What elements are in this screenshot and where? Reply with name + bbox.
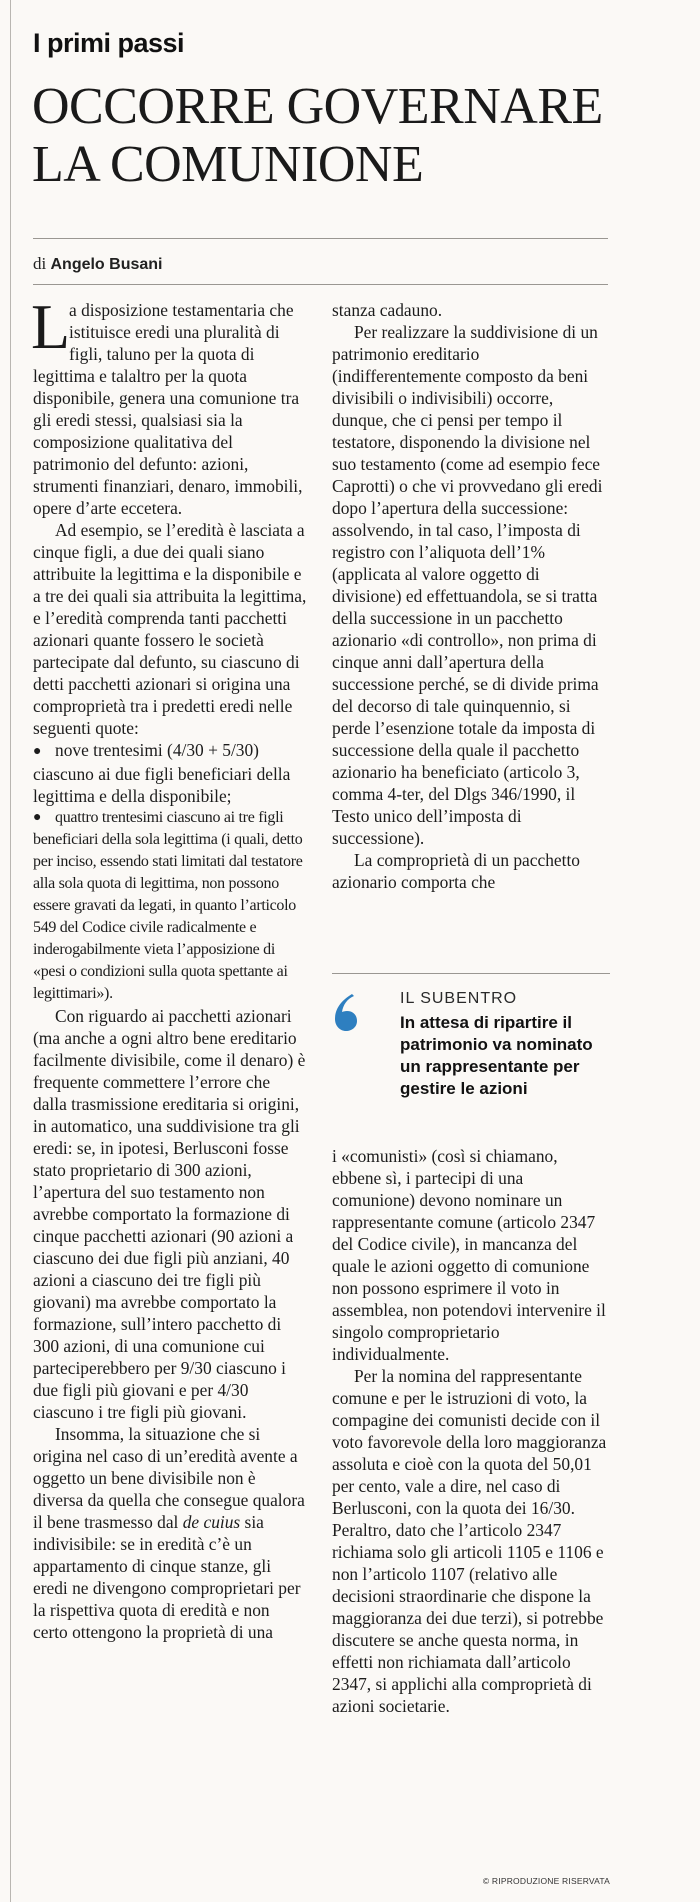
article-column-1 [31, 291, 308, 1643]
quote-mark-icon [332, 992, 362, 1032]
bullet-item-2-text: quattro trentesimi ciascuno ai tre figli beneficiari della sola legittima (i quali, detto per inciso, essendo stati limitati dal testatore alla sola quota di legittima, non possono essere gravati da legati, in quanto l’articolo 549 del Codice civile radicalmente e inderogabilmente vieta l’apposizione di «pesi o condizioni sulla quota spettante ai legittimari»). [33, 809, 303, 1002]
byline-prefix: di [33, 254, 51, 273]
article-column-2-bottom [332, 1145, 610, 1717]
bullet-item-1 [33, 739, 308, 807]
byline [33, 254, 163, 274]
paragraph-1-text: a disposizione testamentaria che istituisce eredi una pluralità di figli, taluno per la quota di legittima e talaltro per la quota disponibile, genera una comunione tra gli eredi stessi, qualsiasi sia la composizione qualitativa del patrimonio del defunto: azioni, strumenti finanziari, denaro, immobili, opere d’arte eccetera. [33, 300, 303, 518]
pullquote-text: In attesa di ripartire il patrimonio va nominato un rappresentante per gestire le azioni [400, 1013, 593, 1098]
paragraph-1 [31, 291, 308, 519]
bullet-item-2 [33, 807, 308, 1005]
section-kicker: I primi passi [33, 28, 185, 58]
bullet-dot-icon: ● [33, 810, 42, 825]
pullquote-divider [332, 973, 610, 974]
headline-line-2: LA COMUNIONE [32, 136, 424, 193]
pullquote-label: IL SUBENTRO [400, 990, 518, 1007]
paragraph-4-text-b: sia indivisibile: se in eredità c’è un appartamento di cinque stanze, gli eredi ne divengono comproprietari per la rispettiva quota di eredità e non certo ottengono la proprietà di una [33, 1512, 301, 1642]
paragraph-4-text-a: Insomma, la situazione che si origina nel caso di un’eredità avente a oggetto un bene divisibile non è diversa da quella che consegue qualora il bene trasmesso dal [33, 1424, 305, 1532]
paragraph-5: stanza cadauno. [332, 300, 443, 320]
paragraph-6: Per realizzare la suddivisione di un patrimonio ereditario (indifferentemente composto da beni divisibili o indivisibili) occorre, dunque, che ci pensi per tempo il testatore, disponendo la divisione nel suo testamento (come ad esempio fece Caprotti) o che vi provvedano gli eredi dopo l’apertura della successione: assolvendo, in tal caso, l’imposta di registro con l’aliquota dell’1% (applicata al valore oggetto di divisione) ed effettuandola, se si tratta della successione in un pacchetto azionario «di controllo», non prima di cinque anni dall’apertura della successione perché, se di divide prima del decorso di tale quinquennio, si perde l’esenzione totale da imposta di successione della quale il pacchetto azionario ha beneficiato (articolo 3, comma 4-ter, del Dlgs 346/1990, il Testo unico dell’imposta di successione). [332, 322, 603, 848]
bullet-item-1-text: nove trentesimi (4/30 + 5/30) ciascuno ai due figli beneficiari della legittima e della disponibile; [33, 740, 291, 806]
bullet-dot-icon: ● [33, 744, 42, 759]
paragraph-2: Ad esempio, se l’eredità è lasciata a cinque figli, a due dei quali siano attribuite la legittima e la disponibile e a tre dei quali sia attribuita la legittima, e l’eredità comprenda tanti pacchetti azionari quante fossero le società partecipate dal defunto, su ciascuno di detti pacchetti azionari si origina una comproprietà tra i predetti eredi nelle seguenti quote: [33, 520, 307, 738]
header-divider-bottom [33, 284, 608, 285]
paragraph-3: Con riguardo ai pacchetti azionari (ma anche a ogni altro bene ereditario facilmente divisibile, come il denaro) è frequente commettere l’errore che dalla trasmissione ereditaria si origini, in automatico, una suddivisione tra gli eredi: se, in ipotesi, Berlusconi fosse stato proprietario di 300 azioni, l’apertura del suo testamento non avrebbe comportato la formazione di cinque pacchetti azionari (90 azioni a ciascuno dei due figli più anziani, 40 azioni a ciascuno dei tre figli più giovani) ma avrebbe comportato la formazione, sull’intero pacchetto di 300 azioni, di una comunione cui parteciperebbero per 9/30 ciascuno i due figli più giovani e per 4/30 ciascuno i tre figli più giovani. [33, 1006, 306, 1422]
paragraph-9: Per la nomina del rappresentante comune e per le istruzioni di voto, la compagine dei comunisti decide con il voto favorevole della loro maggioranza assoluta e cioè con la quota del 50,01 per cento, vale a dire, nel caso di Berlusconi, con la quota dei 16/30. Peraltro, dato che l’articolo 2347 richiama solo gli articoli 1105 e 1106 e non l’articolo 1107 (relativo alle decisioni straordinarie che dispone la maggioranza dei due terzi), si potrebbe discutere se anche questa norma, in effetti non richiamata dall’articolo 2347, si applichi alla comproprietà di azioni societarie. [332, 1366, 607, 1716]
paragraph-4 [33, 1423, 308, 1643]
copyright-notice: © RIPRODUZIONE RISERVATA [482, 1876, 610, 1886]
headline [32, 78, 603, 194]
left-margin-rule [10, 0, 11, 1902]
drop-cap: L [31, 291, 71, 362]
header-divider-top [33, 238, 608, 239]
latin-term: de cuius [182, 1512, 241, 1532]
headline-line-1: OCCORRE GOVERNARE [32, 78, 603, 135]
paragraph-7: La comproprietà di un pacchetto azionario comporta che [332, 850, 580, 892]
article-column-2-top [332, 299, 610, 893]
author-name: Angelo Busani [50, 256, 163, 273]
paragraph-8: i «comunisti» (così si chiamano, ebbene sì, i partecipi di una comunione) devono nominare un rappresentante comune (articolo 2347 del Codice civile), in mancanza del quale le azioni oggetto di comunione non possono esprimere il voto in assemblea, non potendovi intervenire il singolo comproprietario individualmente. [332, 1146, 606, 1364]
